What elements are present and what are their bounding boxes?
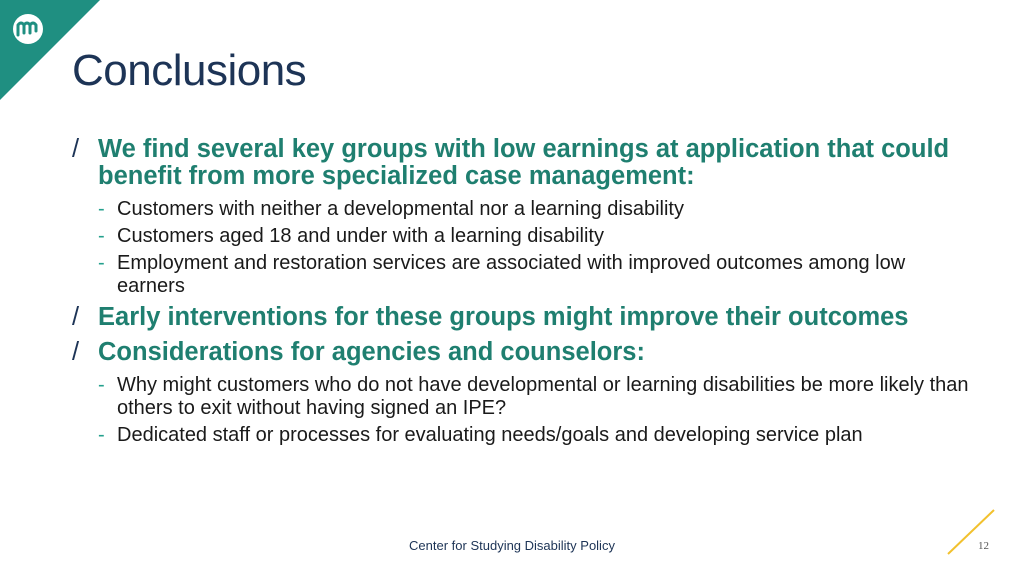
bullet-early-interventions — [72, 304, 972, 331]
sub-bullet-text: Customers aged 18 and under with a learning disability — [117, 225, 604, 247]
dash-marker: - — [98, 252, 105, 274]
page-title: Conclusions — [72, 46, 307, 95]
slash-marker: / — [72, 338, 80, 366]
sub-bullet — [72, 252, 972, 298]
slash-marker: / — [72, 135, 80, 163]
bullet-considerations — [72, 339, 972, 366]
dash-marker: - — [98, 198, 105, 220]
page-number: 12 — [978, 540, 989, 552]
sub-bullet-text: Why might customers who do not have developmental or learning disabilities be more likely than others to exit without having signed an IPE? — [117, 374, 969, 419]
footer-center-text: Center for Studying Disability Policy — [409, 538, 615, 553]
sub-bullet — [72, 198, 972, 221]
sub-bullet-text: Employment and restoration services are associated with improved outcomes among low earners — [117, 252, 906, 297]
slash-marker: / — [72, 303, 80, 331]
bullet-text: Early interventions for these groups might improve their outcomes — [98, 303, 909, 331]
bullet-text: Considerations for agencies and counselors: — [98, 338, 645, 366]
sub-bullet — [72, 424, 972, 447]
sub-bullet — [72, 374, 972, 420]
sub-bullet-text: Customers with neither a developmental nor a learning disability — [117, 198, 684, 220]
sub-bullet-text: Dedicated staff or processes for evaluating needs/goals and developing service plan — [117, 424, 863, 446]
m-logo-icon — [13, 14, 43, 44]
dash-marker: - — [98, 374, 105, 396]
bullet-key-groups — [72, 136, 972, 190]
content-body — [72, 136, 972, 451]
dash-marker: - — [98, 225, 105, 247]
dash-marker: - — [98, 424, 105, 446]
sub-bullet — [72, 225, 972, 248]
bullet-text: We find several key groups with low earnings at application that could benefit from more specialized case management: — [98, 135, 950, 190]
